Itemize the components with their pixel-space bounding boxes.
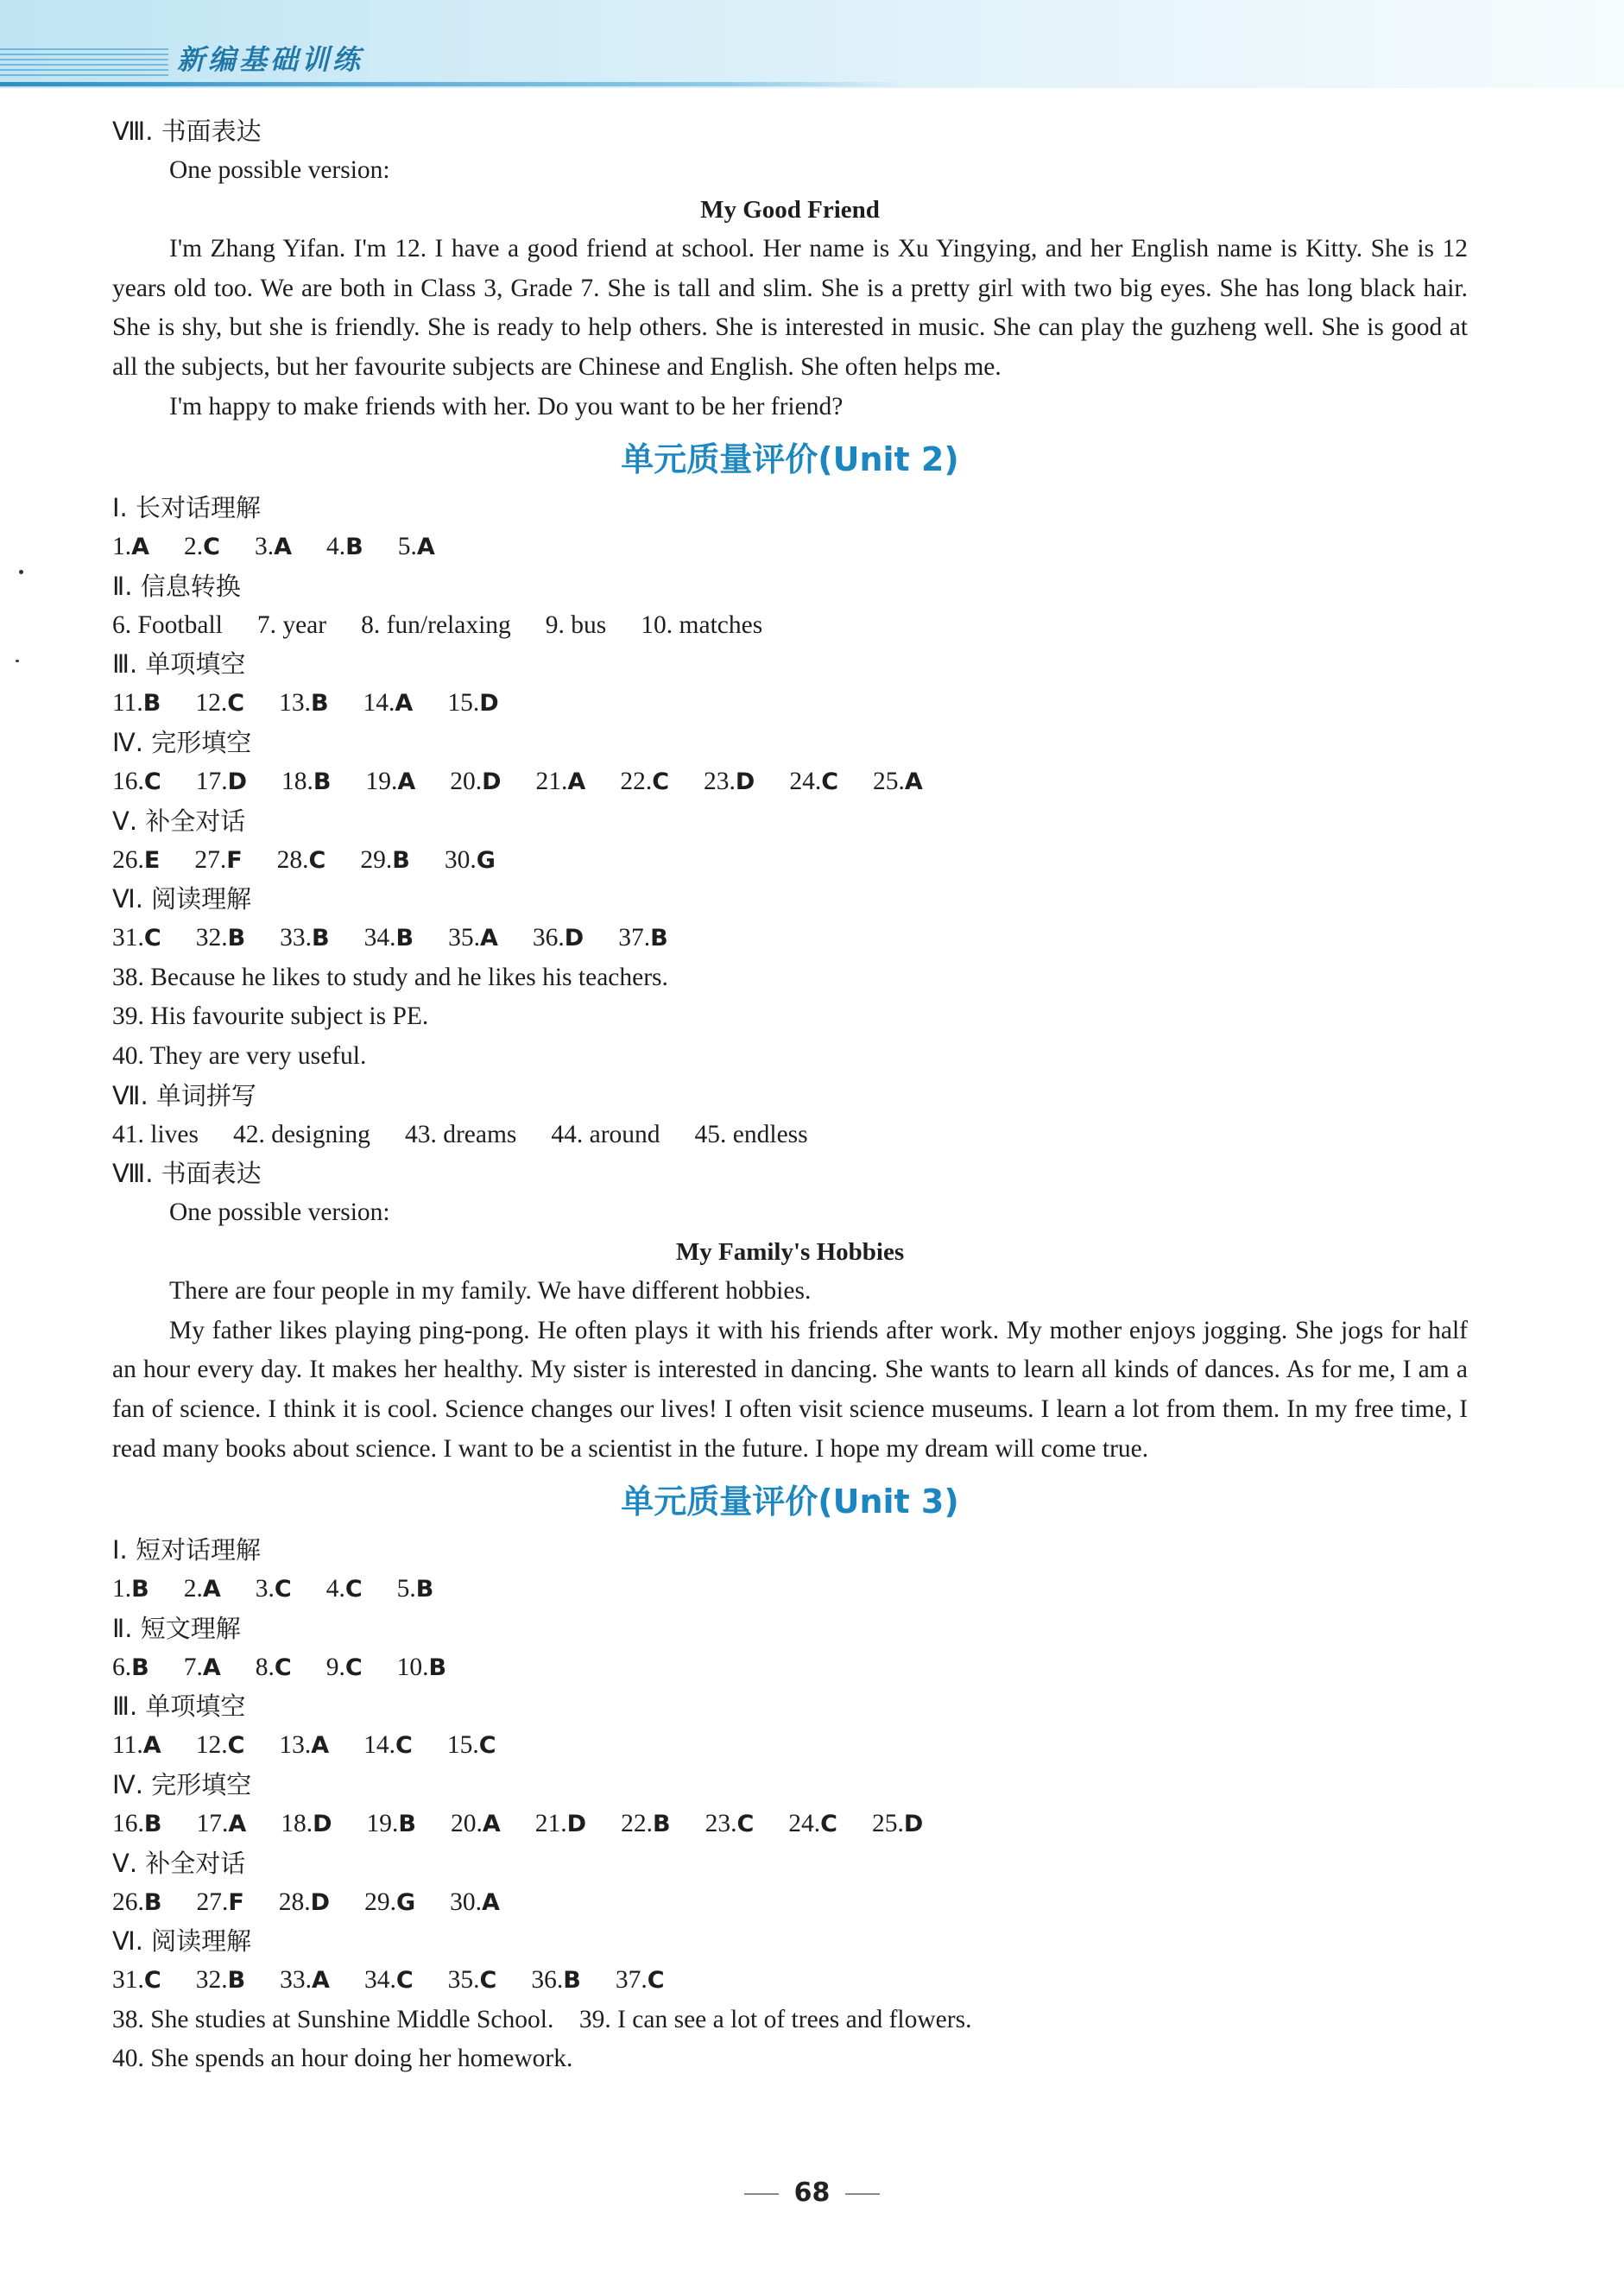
answer-letter: B	[131, 1653, 149, 1681]
page-content	[112, 112, 1468, 2079]
answer-letter: B	[395, 925, 414, 952]
answer-number: 29.	[360, 845, 393, 874]
answer-item	[112, 762, 161, 802]
answer-number: 20.	[451, 1810, 483, 1838]
answer-letter: A	[395, 690, 414, 718]
answer-item	[447, 684, 498, 724]
answer-item: 10. matches	[641, 610, 763, 639]
answer-letter: G	[476, 846, 496, 874]
answer-row	[112, 684, 1468, 724]
answer-letter: A	[397, 768, 416, 795]
answer-item	[196, 1961, 245, 2001]
answer-number: 4.	[326, 533, 346, 561]
answer-item	[112, 1805, 161, 1844]
essay-title: My Good Friend	[700, 195, 880, 224]
answer-item	[363, 1726, 413, 1766]
answer-number: 26.	[112, 1887, 144, 1916]
answer-number: 2.	[184, 533, 204, 561]
answer-item	[618, 919, 667, 958]
answer-sentence: 40. She spends an hour doing her homework.	[112, 2045, 573, 2073]
answer-number: 23.	[704, 767, 736, 795]
section-heading: Ⅲ. 单项填空	[112, 649, 246, 680]
answer-item	[704, 762, 755, 802]
answer-item	[112, 1883, 161, 1923]
answer-letter: G	[395, 1888, 416, 1916]
answer-item	[873, 762, 923, 802]
answer-item	[256, 1570, 292, 1609]
answer-number: 36.	[531, 1966, 564, 1995]
answer-sentence: 40. They are very useful.	[112, 1041, 367, 1070]
answer-letter: F	[226, 846, 243, 874]
answer-number: 14.	[363, 689, 395, 718]
section-heading: Ⅳ. 完形填空	[112, 727, 252, 757]
answer-number: 21.	[535, 767, 568, 795]
answer-number: 13.	[279, 1731, 312, 1760]
answer-item: 44. around	[551, 1120, 660, 1148]
answer-number: 9.	[325, 1653, 345, 1681]
answer-letter: A	[482, 1888, 500, 1916]
section-heading: Ⅰ. 长对话理解	[112, 493, 261, 523]
answer-row	[112, 1570, 1468, 1609]
answer-number: 18.	[281, 1810, 313, 1838]
answer-item	[531, 1961, 580, 2001]
answer-item: 7. year	[256, 610, 327, 639]
answer-item	[184, 528, 220, 567]
answer-letter: A	[904, 768, 923, 795]
answer-number: 16.	[112, 767, 144, 795]
answer-letter: B	[345, 534, 363, 561]
answer-letter: B	[312, 925, 330, 952]
answer-number: 35.	[448, 924, 480, 952]
answer-letter: B	[428, 1653, 447, 1681]
answer-row	[112, 606, 1468, 646]
answer-number: 34.	[363, 924, 396, 952]
answer-item	[364, 1883, 415, 1923]
running-header-title: 新编基础训练	[177, 43, 364, 76]
section-heading: Ⅴ. 补全对话	[112, 1848, 246, 1878]
answer-number: 12.	[195, 689, 228, 718]
answer-letter: B	[227, 925, 246, 952]
answer-item	[196, 1805, 246, 1844]
answer-item	[872, 1805, 923, 1844]
answer-item	[616, 1961, 665, 2001]
answer-number: 15.	[446, 1731, 479, 1760]
answer-number: 2.	[183, 1575, 203, 1603]
answer-item	[112, 919, 161, 958]
header-stripes	[0, 48, 168, 79]
answer-item	[326, 528, 363, 567]
scan-mark	[19, 570, 23, 574]
answer-item	[281, 762, 331, 802]
essay-title: My Family's Hobbies	[675, 1237, 905, 1266]
answer-number: 24.	[788, 1810, 821, 1838]
answer-letter: C	[203, 534, 220, 561]
answer-letter: B	[131, 1576, 149, 1603]
answer-item	[255, 528, 292, 567]
answer-number: 3.	[254, 533, 275, 561]
answer-letter: B	[310, 690, 329, 718]
answer-number: 17.	[196, 1810, 229, 1838]
answer-number: 1.	[112, 1575, 132, 1603]
answer-letter: D	[482, 768, 502, 795]
answer-number: 31.	[112, 1966, 144, 1995]
answer-item	[447, 1726, 496, 1766]
answer-letter: C	[143, 925, 161, 952]
answer-item: 8. fun/relaxing	[361, 610, 511, 639]
section-heading: Ⅵ. 阅读理解	[112, 1926, 252, 1957]
answer-item	[705, 1805, 755, 1844]
section-heading: Ⅱ. 短文理解	[112, 1613, 241, 1643]
answer-letter: C	[143, 1967, 161, 1995]
essay-paragraph: There are four people in my family. We have different hobbies.	[169, 1277, 812, 1306]
answer-number: 23.	[705, 1810, 737, 1838]
answer-letter: A	[142, 1732, 161, 1760]
answer-number: 28.	[276, 845, 309, 874]
answer-letter: C	[736, 1811, 755, 1838]
answer-number: 14.	[363, 1731, 396, 1760]
answer-sentence: 38. She studies at Sunshine Middle School. 39. I can see a lot of trees and flowers.	[112, 2005, 972, 2033]
answer-letter: A	[312, 1967, 330, 1995]
answer-number: 10.	[396, 1653, 429, 1681]
answer-letter: C	[647, 1967, 665, 1995]
unit2-sections	[112, 489, 1468, 1193]
answer-number: 29.	[364, 1887, 396, 1916]
answer-item: 41. lives	[112, 1120, 199, 1148]
answer-number: 7.	[183, 1653, 203, 1681]
answer-letter: D	[227, 768, 247, 795]
answer-letter: A	[567, 768, 586, 795]
answer-number: 25.	[873, 767, 905, 795]
answer-letter: B	[142, 690, 161, 718]
answer-letter: D	[903, 1811, 924, 1838]
answer-letter: C	[395, 1732, 413, 1760]
answer-item	[112, 1648, 149, 1688]
answer-item	[620, 762, 669, 802]
answer-letter: D	[566, 1811, 587, 1838]
answer-number: 11.	[112, 1731, 143, 1760]
answer-row	[112, 1116, 1468, 1155]
answer-item	[533, 919, 584, 958]
section-heading: Ⅷ. 书面表达	[112, 1159, 262, 1189]
answer-item	[112, 684, 161, 724]
answer-item: 43. dreams	[404, 1120, 517, 1148]
answer-letter: B	[650, 925, 668, 952]
answer-letter: C	[227, 1732, 245, 1760]
answer-letter: C	[478, 1732, 496, 1760]
answer-item	[364, 919, 414, 958]
answer-letter: C	[820, 1811, 837, 1838]
answer-letter: C	[479, 1967, 497, 1995]
answer-number: 33.	[280, 924, 313, 952]
answer-item	[279, 684, 328, 724]
answer-letter: C	[274, 1576, 292, 1603]
unit-title: 单元质量评价(Unit 2)	[621, 440, 959, 479]
answer-letter: B	[398, 1811, 417, 1838]
answer-number: 1.	[112, 533, 132, 561]
essay-paragraph: I'm happy to make friends with her. Do you want to be her friend?	[169, 392, 844, 420]
answer-item	[277, 841, 326, 881]
section-heading: Ⅳ. 完形填空	[112, 1770, 252, 1800]
answer-letter: A	[416, 534, 435, 561]
answer-row	[112, 1648, 1468, 1688]
answer-letter: D	[479, 690, 499, 718]
answer-item	[788, 1805, 837, 1844]
intro-line: One possible version:	[169, 1198, 390, 1227]
answer-item	[445, 841, 496, 881]
answer-letter: C	[143, 768, 161, 795]
answer-number: 33.	[280, 1966, 313, 1995]
answer-number: 16.	[112, 1810, 144, 1838]
intro-line: One possible version:	[169, 156, 390, 184]
answer-letter: A	[202, 1653, 221, 1681]
header-rule	[0, 82, 907, 86]
answer-letter: D	[313, 1811, 332, 1838]
answer-number: 36.	[532, 924, 565, 952]
answer-number: 21.	[534, 1810, 567, 1838]
answer-item	[789, 762, 838, 802]
scan-mark	[16, 660, 19, 662]
answer-row	[112, 1726, 1468, 1766]
section-heading: Ⅲ. 单项填空	[112, 1691, 246, 1722]
answer-row	[112, 1961, 1468, 2001]
answer-number: 11.	[112, 689, 143, 718]
answer-number: 32.	[195, 1966, 228, 1995]
section-heading: Ⅵ. 阅读理解	[112, 884, 252, 914]
answer-letter: D	[735, 768, 755, 795]
answer-item	[280, 919, 329, 958]
answer-letter: B	[143, 1888, 162, 1916]
answer-letter: A	[202, 1576, 221, 1603]
answer-letter: A	[131, 534, 150, 561]
answer-item	[364, 1961, 414, 2001]
answer-row	[112, 1883, 1468, 1923]
answer-number: 19.	[366, 1810, 399, 1838]
answer-letter: B	[143, 1811, 162, 1838]
answer-letter: B	[392, 846, 410, 874]
answer-item: 42. designing	[232, 1120, 370, 1148]
answer-row	[112, 841, 1468, 881]
answer-number: 34.	[363, 1966, 396, 1995]
answer-item	[196, 1726, 245, 1766]
page-number-dash	[744, 2193, 779, 2195]
answer-letter: B	[415, 1576, 434, 1603]
essay-paragraph: I'm Zhang Yifan. I'm 12. I have a good friend at school. Her name is Xu Yingying, and her English name is Kitty. She is 12 years old too. We are both in Class 3, Grade 7. She is tall and slim. She is a pretty girl with two big eyes. She has long black hair. She is shy, but she is friendly. She is ready to help others. She is interested in music. She can play the guzheng well. She is good at all the subjects, but her favourite subjects are Chinese and English. She often helps me.	[112, 235, 1468, 381]
answer-letter: A	[479, 925, 498, 952]
answer-item	[112, 528, 149, 567]
answer-number: 35.	[447, 1966, 480, 1995]
answer-number: 24.	[789, 767, 822, 795]
section-heading: Ⅰ. 短对话理解	[112, 1535, 261, 1565]
answer-row	[112, 528, 1468, 567]
answer-item	[196, 919, 245, 958]
answer-number: 30.	[444, 845, 477, 874]
answer-letter: C	[344, 1653, 363, 1681]
answer-letter: D	[564, 925, 585, 952]
answer-item	[398, 528, 435, 567]
answer-number: 20.	[450, 767, 483, 795]
answer-item	[326, 1570, 363, 1609]
answer-number: 15.	[447, 689, 480, 718]
answer-item	[365, 762, 415, 802]
answer-item	[112, 1961, 161, 2001]
answer-item	[112, 841, 160, 881]
answer-item	[450, 1883, 500, 1923]
answer-letter: A	[311, 1732, 330, 1760]
answer-letter: C	[227, 690, 245, 718]
answer-number: 22.	[621, 1810, 653, 1838]
unit-title: 单元质量评价(Unit 3)	[621, 1483, 959, 1521]
answer-item	[281, 1805, 332, 1844]
answer-number: 13.	[279, 689, 311, 718]
page-number-dash	[845, 2193, 880, 2195]
unit3-sections	[112, 1531, 1468, 2079]
answer-letter: B	[227, 1967, 246, 1995]
answer-letter: A	[482, 1811, 501, 1838]
answer-number: 37.	[618, 924, 651, 952]
answer-number: 31.	[112, 924, 144, 952]
answer-number: 30.	[450, 1887, 483, 1916]
answer-letter: A	[228, 1811, 247, 1838]
answer-letter: C	[821, 768, 839, 795]
answer-item	[112, 1570, 149, 1609]
answer-row	[112, 919, 1468, 958]
answer-number: 27.	[196, 1887, 229, 1916]
answer-number: 32.	[195, 924, 228, 952]
answer-number: 22.	[620, 767, 653, 795]
answer-letter: B	[563, 1967, 581, 1995]
answer-item	[536, 762, 586, 802]
section-heading: Ⅶ. 单词拼写	[112, 1080, 256, 1110]
answer-item: 45. endless	[694, 1120, 808, 1148]
section-heading: Ⅴ. 补全对话	[112, 806, 246, 836]
answer-letter: C	[274, 1653, 292, 1681]
answer-item	[621, 1805, 670, 1844]
answer-number: 5.	[396, 1575, 416, 1603]
answer-number: 12.	[195, 1731, 228, 1760]
answer-number: 27.	[194, 845, 227, 874]
answer-row	[112, 1805, 1468, 1844]
answer-letter: B	[652, 1811, 671, 1838]
answer-letter: C	[395, 1967, 414, 1995]
answer-item	[184, 1648, 221, 1688]
answer-number: 28.	[278, 1887, 311, 1916]
answer-item	[196, 1883, 243, 1923]
answer-letter: E	[143, 846, 161, 874]
answer-item	[397, 1570, 434, 1609]
answer-item	[279, 1726, 329, 1766]
answer-number: 5.	[397, 533, 417, 561]
answer-row	[112, 762, 1468, 802]
answer-item	[397, 1648, 446, 1688]
answer-item	[448, 1961, 497, 2001]
answer-item	[184, 1570, 221, 1609]
answer-number: 19.	[365, 767, 398, 795]
section-heading: Ⅱ. 信息转换	[112, 571, 241, 601]
answer-letter: B	[313, 768, 332, 795]
answer-sentence: 38. Because he likes to study and he likes his teachers.	[112, 963, 668, 991]
answer-letter: A	[274, 534, 293, 561]
answer-letter: F	[228, 1888, 244, 1916]
answer-item	[535, 1805, 586, 1844]
answer-letter: C	[344, 1576, 363, 1603]
answer-letter: C	[652, 768, 670, 795]
page-number: 68	[0, 2178, 1624, 2208]
answer-number: 4.	[325, 1575, 345, 1603]
answer-item	[195, 684, 244, 724]
answer-item	[326, 1648, 363, 1688]
essay-paragraph: My father likes playing ping-pong. He often plays it with his friends after work. My mother enjoys jogging. She jogs for half an hour every day. It makes her healthy. My sister is interested in dancing. She wants to learn all kinds of dances. As for me, I am a fan of science. I think it is cool. Science changes our lives! I often visit science museums. I learn a lot from them. In my free time, I read many books about science. I want to be a scientist in the future. I hope my dream will come true.	[112, 1316, 1468, 1463]
answer-item	[112, 1726, 161, 1766]
answer-sentence: 39. His favourite subject is PE.	[112, 1002, 429, 1031]
answer-item	[450, 762, 501, 802]
answer-item	[196, 762, 247, 802]
answer-item	[363, 684, 414, 724]
answer-item	[367, 1805, 416, 1844]
answer-number: 3.	[255, 1575, 275, 1603]
answer-number: 26.	[112, 845, 144, 874]
answer-item: 9. bus	[545, 610, 607, 639]
answer-number: 25.	[871, 1810, 904, 1838]
answer-number: 37.	[615, 1966, 648, 1995]
answer-item	[280, 1961, 330, 2001]
answer-item	[194, 841, 242, 881]
answer-item	[451, 1805, 501, 1844]
section-heading: Ⅷ. 书面表达	[112, 117, 262, 146]
answer-item	[448, 919, 498, 958]
answer-number: 18.	[281, 767, 313, 795]
answer-letter: D	[310, 1888, 331, 1916]
answer-item	[256, 1648, 292, 1688]
answer-number: 17.	[195, 767, 228, 795]
answer-number: 8.	[255, 1653, 275, 1681]
answer-item	[360, 841, 409, 881]
answer-number: 6.	[112, 1653, 132, 1681]
answer-item	[279, 1883, 330, 1923]
answer-item: 6. Football	[112, 610, 223, 639]
answer-letter: C	[308, 846, 326, 874]
